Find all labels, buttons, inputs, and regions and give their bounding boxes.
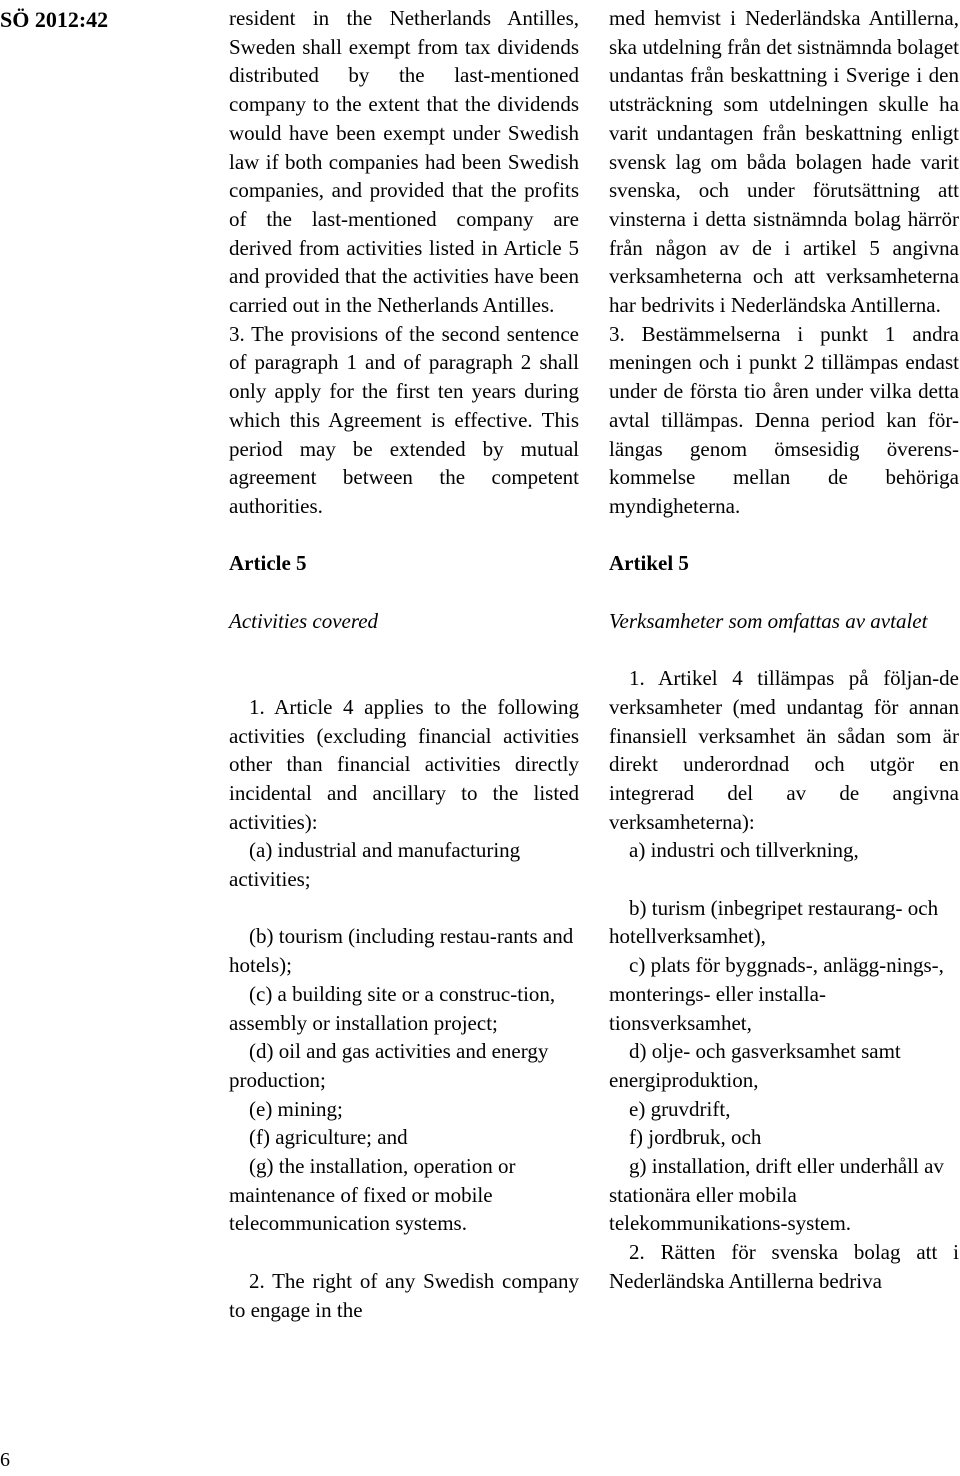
en-paragraph-3: 3. The provisions of the second sentence of paragraph 1 and of paragraph 2 shall only apply for the first ten years during which this Agreement is effective. This period may be extended by mutual agreement between the competent authorities. bbox=[229, 321, 579, 518]
sv-paragraph-continued: med hemvist i Nederländska Antillerna, ska utdelning från det sistnämnda bolaget undantas från beskattning i Sverige i den utsträckning som utdelningen skulle ha varit undantagen från beskattning enligt svensk lag om båda bolagen hade varit svenska, och under förutsättning att vinsterna i detta sistnämnda bolag härrör från någon av de i artikel 5 angivna verksamheterna och att verksamheterna har bedrivits i Nederländska Antillerna. bbox=[609, 6, 959, 318]
en-paragraph-2: 2. The right of any Swedish company to engage in the bbox=[229, 1268, 579, 1322]
swedish-column bbox=[609, 4, 959, 1296]
en-article-heading: Article 5 bbox=[229, 551, 307, 576]
en-article-subheading: Activities covered bbox=[229, 608, 379, 633]
sv-list-item-e: e) gruvdrift, bbox=[629, 1096, 731, 1121]
en-list-item-a: (a) industrial and manufacturing activities; bbox=[229, 838, 521, 892]
en-list-item-g: (g) the installation, operation or maintenance of fixed or mobile telecommunication systems. bbox=[229, 1154, 516, 1236]
sv-paragraph-2: 2. Rätten för svenska bolag att i Nederländska Antillerna bedriva bbox=[609, 1240, 959, 1293]
sv-list-item-d: d) olje- och gasverksamhet samt energiproduktion, bbox=[609, 1039, 901, 1092]
english-column bbox=[229, 4, 579, 1324]
sv-list-item-c: c) plats för byggnads-, anlägg-nings-, monterings- eller installa-tionsverksamhet, bbox=[609, 953, 944, 1035]
en-paragraph-continued: resident in the Netherlands Antilles, Sweden shall exempt from tax dividends distributed by the last-mentioned company to the extent that the dividends would have been exempt under Swedish law if both companies had been Swedish companies, and provided that the profits of the last-mentioned company are derived from activities listed in Article 5 and provided that the activities have been carried out in the Netherlands Antilles. bbox=[229, 6, 579, 318]
document-id: SÖ 2012:42 bbox=[0, 7, 109, 32]
sv-list-item-b: b) turism (inbegripet restaurang- och hotellverksamhet), bbox=[609, 895, 939, 949]
en-list-item-f: (f) agriculture; and bbox=[249, 1125, 408, 1150]
en-list-item-d: (d) oil and gas activities and energy production; bbox=[229, 1039, 549, 1092]
sv-paragraph-1: 1. Artikel 4 tillämpas på följan-de verksamheter (med undantag för annan finansiell verksamhet än sådan som är direkt underordnad och utgör en integrerad del av de angivna verksamheterna): bbox=[609, 666, 959, 834]
en-list-item-b: (b) tourism (including restau-rants and hotels); bbox=[229, 924, 574, 978]
en-list-item-e: (e) mining; bbox=[249, 1096, 343, 1121]
sv-list-item-a: a) industri och tillverkning, bbox=[629, 838, 859, 863]
sv-list-item-g: g) installation, drift eller underhåll av stationära eller mobila telekommunikations-system. bbox=[609, 1154, 944, 1236]
sv-paragraph-3: 3. Bestämmelserna i punkt 1 andra meningen och i punkt 2 tillämpas endast under de första tio åren under vilka detta avtal tillämpas. Denna period kan för-längas genom ömsesidig överens-kommelse mellan de behöriga myndigheterna. bbox=[609, 321, 959, 518]
sv-article-heading: Artikel 5 bbox=[609, 551, 689, 576]
en-paragraph-1: 1. Article 4 applies to the following activities (excluding financial activities other than financial activities directly incidental and ancillary to the listed activities): bbox=[229, 694, 579, 834]
sv-list-item-f: f) jordbruk, och bbox=[629, 1125, 762, 1150]
page-number: 6 bbox=[0, 1449, 10, 1471]
sv-article-subheading: Verksamheter som omfattas av avtalet bbox=[609, 608, 928, 633]
en-list-item-c: (c) a building site or a construc-tion, assembly or installation project; bbox=[229, 981, 556, 1035]
